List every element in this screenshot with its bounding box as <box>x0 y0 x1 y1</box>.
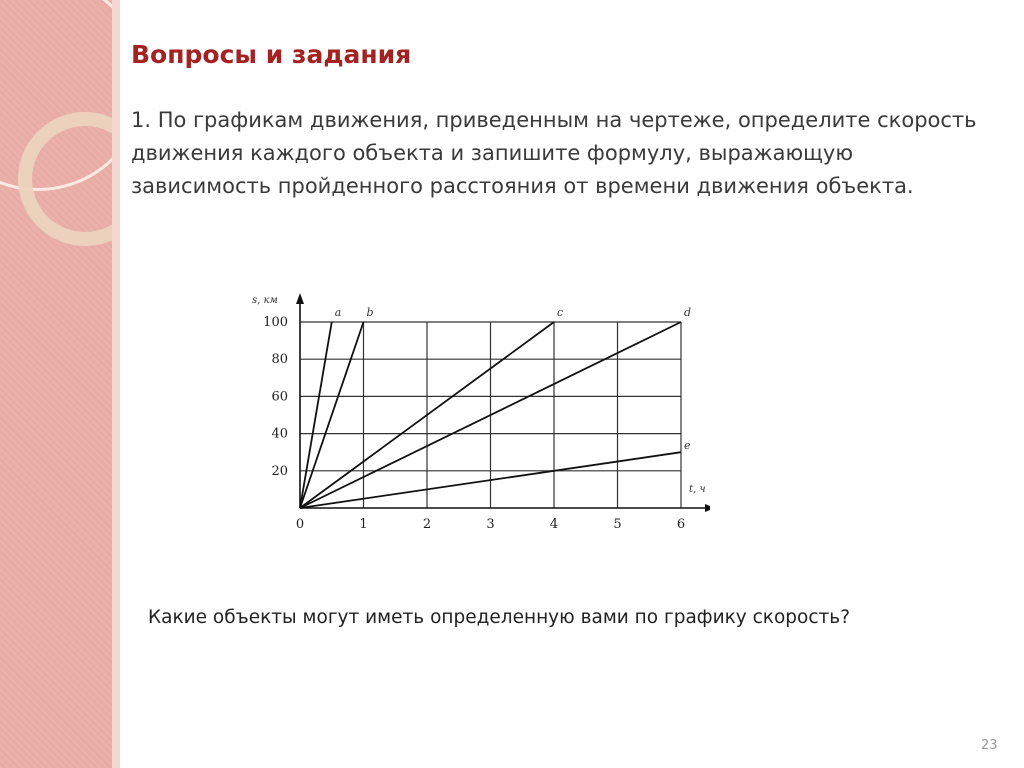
question-text: Какие объекты могут иметь определенную вами по графику скорость? <box>148 607 851 628</box>
motion-chart <box>230 284 710 544</box>
x-axis-arrow <box>705 504 710 512</box>
series-label-d: d <box>684 306 692 319</box>
y-tick-label: 100 <box>263 315 288 330</box>
y-tick-label: 80 <box>271 352 288 368</box>
x-tick-label: 6 <box>676 517 686 532</box>
page-number: 23 <box>981 738 998 753</box>
series-label-c: c <box>557 306 564 319</box>
x-axis-label: t, ч <box>689 484 706 495</box>
chart-labels <box>252 295 706 532</box>
x-tick-label: 2 <box>422 517 432 532</box>
y-tick-label: 60 <box>271 389 288 405</box>
x-tick-label: 4 <box>549 517 559 532</box>
series-label-b: b <box>366 306 374 319</box>
y-axis-label: s, км <box>252 295 278 306</box>
series-line-b <box>300 322 364 508</box>
sidebar-border <box>112 0 120 768</box>
series-label-a: a <box>334 306 342 319</box>
slide-title: Вопросы и задания <box>131 40 412 69</box>
y-tick-label: 20 <box>271 463 288 479</box>
x-tick-label: 1 <box>359 517 368 532</box>
y-axis-arrow <box>296 293 304 304</box>
series-label-e: e <box>684 439 691 453</box>
series-line-a <box>300 322 332 508</box>
decorative-sidebar <box>0 0 112 768</box>
task-text: 1. По графикам движения, приведенным на чертеже, определите скорость движения каждого объекта и запишите формулу, выражающую зависимость пройденного расстояния от времени движения объекта. <box>131 108 977 198</box>
x-tick-label: 3 <box>486 517 495 532</box>
x-tick-label: 5 <box>613 517 622 532</box>
x-tick-label: 0 <box>295 517 305 532</box>
y-tick-label: 40 <box>271 426 288 442</box>
